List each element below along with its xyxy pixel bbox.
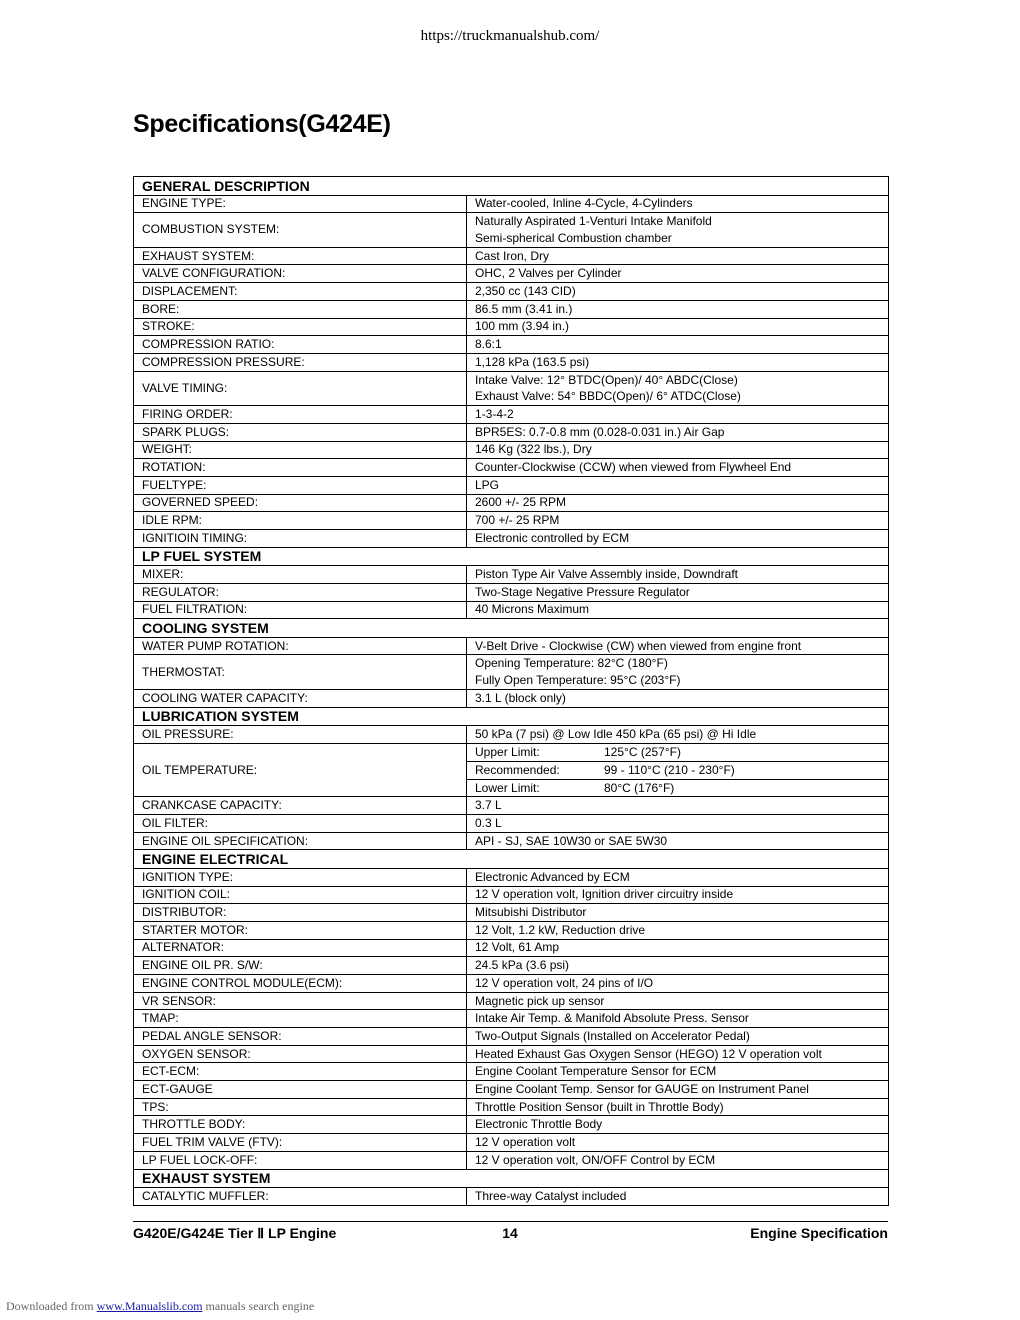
spec-row (134, 797, 889, 815)
spec-row (134, 1116, 889, 1134)
spec-row (134, 512, 889, 530)
spec-value-line (467, 744, 888, 761)
spec-label: OIL FILTER: (134, 814, 467, 832)
spec-row (134, 213, 889, 248)
manualslib-link[interactable]: www.Manualslib.com (96, 1299, 203, 1313)
spec-value: 12 V operation volt, ON/OFF Control by ECM (467, 1151, 889, 1169)
spec-label: EXHAUST SYSTEM: (134, 247, 467, 265)
spec-row (134, 1151, 889, 1169)
download-suffix: manuals search engine (205, 1299, 315, 1313)
spec-label: LP FUEL LOCK-OFF: (134, 1151, 467, 1169)
spec-value: Electronic Throttle Body (467, 1116, 889, 1134)
spec-label: MIXER: (134, 566, 467, 584)
spec-row (134, 832, 889, 850)
spec-sub-value: 99 - 110°C (210 - 230°F) (604, 762, 735, 777)
spec-value: Cast Iron, Dry (467, 247, 889, 265)
spec-value: BPR5ES: 0.7-0.8 mm (0.028-0.031 in.) Air Gap (467, 423, 889, 441)
spec-label: OIL TEMPERATURE: (134, 743, 467, 796)
spec-label: ENGINE CONTROL MODULE(ECM): (134, 974, 467, 992)
spec-row (134, 1081, 889, 1099)
spec-value: API - SJ, SAE 10W30 or SAE 5W30 (467, 832, 889, 850)
spec-label: VR SENSOR: (134, 992, 467, 1010)
spec-value: 146 Kg (322 lbs.), Dry (467, 441, 889, 459)
spec-value: 1,128 kPa (163.5 psi) (467, 353, 889, 371)
spec-value: 12 V operation volt (467, 1134, 889, 1152)
spec-label: ECT-GAUGE (134, 1081, 467, 1099)
spec-row (134, 939, 889, 957)
spec-label: THROTTLE BODY: (134, 1116, 467, 1134)
spec-value: Intake Air Temp. & Manifold Absolute Press. Sensor (467, 1010, 889, 1028)
spec-value: Water-cooled, Inline 4-Cycle, 4-Cylinders (467, 195, 889, 213)
spec-label: FUELTYPE: (134, 476, 467, 494)
spec-value: 12 V operation volt, 24 pins of I/O (467, 974, 889, 992)
spec-label: DISPLACEMENT: (134, 283, 467, 301)
spec-value: 86.5 mm (3.41 in.) (467, 300, 889, 318)
download-prefix: Downloaded from (6, 1299, 94, 1313)
spec-label: VALVE CONFIGURATION: (134, 265, 467, 283)
spec-value: Engine Coolant Temperature Sensor for ECM (467, 1063, 889, 1081)
spec-label: WATER PUMP ROTATION: (134, 637, 467, 655)
section-header-row (134, 177, 889, 196)
spec-label: COMPRESSION RATIO: (134, 336, 467, 354)
spec-value: 1-3-4-2 (467, 406, 889, 424)
spec-value: LPG (467, 476, 889, 494)
footer-divider (133, 1221, 888, 1222)
section-title: COOLING SYSTEM (134, 619, 889, 638)
section-title: EXHAUST SYSTEM (134, 1169, 889, 1188)
header-url: https://truckmanualshub.com/ (420, 28, 600, 44)
spec-row (134, 566, 889, 584)
spec-value-group (467, 743, 889, 796)
spec-label: IGNITIOIN TIMING: (134, 530, 467, 548)
spec-row (134, 992, 889, 1010)
spec-label: WEIGHT: (134, 441, 467, 459)
spec-value: 3.7 L (467, 797, 889, 815)
spec-sub-value: 125°C (257°F) (604, 744, 681, 759)
spec-label: COMBUSTION SYSTEM: (134, 213, 467, 248)
section-header-row (134, 619, 889, 638)
spec-row (134, 1010, 889, 1028)
spec-label: TMAP: (134, 1010, 467, 1028)
spec-row (134, 655, 889, 690)
spec-row (134, 601, 889, 619)
spec-value-line: Opening Temperature: 82°C (180°F) (475, 656, 668, 671)
spec-value-group (467, 213, 889, 248)
spec-label: VALVE TIMING: (134, 371, 467, 406)
spec-row (134, 476, 889, 494)
spec-value: 12 Volt, 1.2 kW, Reduction drive (467, 921, 889, 939)
spec-label: ECT-ECM: (134, 1063, 467, 1081)
spec-row (134, 318, 889, 336)
spec-value: 100 mm (3.94 in.) (467, 318, 889, 336)
page-number: 14 (502, 1225, 518, 1241)
spec-label: OXYGEN SENSOR: (134, 1045, 467, 1063)
spec-row (134, 494, 889, 512)
spec-value: OHC, 2 Valves per Cylinder (467, 265, 889, 283)
spec-row (134, 1134, 889, 1152)
spec-value: 50 kPa (7 psi) @ Low Idle 450 kPa (65 psi) @ Hi Idle (467, 726, 889, 744)
footer-doc-title: G420E/G424E Tier Ⅱ LP Engine (133, 1225, 337, 1241)
spec-sub-label: Upper Limit: (475, 744, 540, 759)
spec-value-line: Intake Valve: 12° BTDC(Open)/ 40° ABDC(Close) (475, 372, 738, 387)
spec-row (134, 459, 889, 477)
spec-row (134, 336, 889, 354)
spec-value: Magnetic pick up sensor (467, 992, 889, 1010)
spec-value: Engine Coolant Temp. Sensor for GAUGE on Instrument Panel (467, 1081, 889, 1099)
spec-row (134, 1045, 889, 1063)
spec-label: BORE: (134, 300, 467, 318)
spec-value: 2,350 cc (143 CID) (467, 283, 889, 301)
section-header-row (134, 707, 889, 726)
spec-value-line (467, 761, 888, 779)
spec-value: 8.6:1 (467, 336, 889, 354)
spec-row (134, 690, 889, 708)
spec-value: 0.3 L (467, 814, 889, 832)
spec-row (134, 743, 889, 796)
spec-table (133, 176, 889, 1206)
spec-row (134, 247, 889, 265)
spec-label: SPARK PLUGS: (134, 423, 467, 441)
spec-row (134, 195, 889, 213)
section-header-row (134, 1169, 889, 1188)
section-header-row (134, 547, 889, 566)
spec-row (134, 406, 889, 424)
spec-label: CATALYTIC MUFFLER: (134, 1188, 467, 1206)
spec-value: Counter-Clockwise (CCW) when viewed from Flywheel End (467, 459, 889, 477)
spec-row (134, 957, 889, 975)
spec-sub-label: Recommended: (475, 762, 560, 777)
section-title: ENGINE ELECTRICAL (134, 850, 889, 869)
spec-value: Mitsubishi Distributor (467, 904, 889, 922)
spec-value: 40 Microns Maximum (467, 601, 889, 619)
spec-label: IGNITION TYPE: (134, 868, 467, 886)
spec-row (134, 441, 889, 459)
spec-row (134, 637, 889, 655)
spec-row (134, 283, 889, 301)
spec-row (134, 353, 889, 371)
spec-label: THERMOSTAT: (134, 655, 467, 690)
page-title: Specifications(G424E) (133, 110, 391, 138)
spec-label: FUEL FILTRATION: (134, 601, 467, 619)
spec-value: Piston Type Air Valve Assembly inside, Downdraft (467, 566, 889, 584)
spec-row (134, 423, 889, 441)
spec-label: IDLE RPM: (134, 512, 467, 530)
spec-value-line: Naturally Aspirated 1-Venturi Intake Manifold (475, 214, 712, 229)
spec-row (134, 726, 889, 744)
spec-row (134, 530, 889, 548)
spec-label: PEDAL ANGLE SENSOR: (134, 1028, 467, 1046)
spec-label: CRANKCASE CAPACITY: (134, 797, 467, 815)
spec-row (134, 300, 889, 318)
spec-value-line: Exhaust Valve: 54° BBDC(Open)/ 6° ATDC(Close) (475, 389, 741, 404)
spec-value: 3.1 L (block only) (467, 690, 889, 708)
spec-value-line: Semi-spherical Combustion chamber (475, 230, 672, 245)
spec-label: TPS: (134, 1098, 467, 1116)
spec-value: Throttle Position Sensor (built in Throttle Body) (467, 1098, 889, 1116)
spec-row (134, 904, 889, 922)
spec-value-group (467, 371, 889, 406)
spec-row (134, 1028, 889, 1046)
spec-label: ALTERNATOR: (134, 939, 467, 957)
spec-row (134, 921, 889, 939)
section-title: LUBRICATION SYSTEM (134, 707, 889, 726)
section-title: LP FUEL SYSTEM (134, 547, 889, 566)
spec-value: Two-Output Signals (Installed on Accelerator Pedal) (467, 1028, 889, 1046)
spec-value: 12 Volt, 61 Amp (467, 939, 889, 957)
spec-label: DISTRIBUTOR: (134, 904, 467, 922)
download-notice (6, 1299, 314, 1314)
spec-row (134, 868, 889, 886)
footer-section-title: Engine Specification (750, 1225, 888, 1241)
spec-value: Two-Stage Negative Pressure Regulator (467, 583, 889, 601)
spec-row (134, 371, 889, 406)
spec-value: 12 V operation volt, Ignition driver circuitry inside (467, 886, 889, 904)
spec-value-line: Fully Open Temperature: 95°C (203°F) (475, 673, 681, 688)
spec-value: 2600 +/- 25 RPM (467, 494, 889, 512)
spec-value: 24.5 kPa (3.6 psi) (467, 957, 889, 975)
spec-value: V-Belt Drive - Clockwise (CW) when viewed from engine front (467, 637, 889, 655)
spec-value: Heated Exhaust Gas Oxygen Sensor (HEGO) 12 V operation volt (467, 1045, 889, 1063)
spec-sub-label: Lower Limit: (475, 780, 540, 795)
spec-row (134, 1098, 889, 1116)
spec-label: STARTER MOTOR: (134, 921, 467, 939)
spec-label: FIRING ORDER: (134, 406, 467, 424)
spec-label: COOLING WATER CAPACITY: (134, 690, 467, 708)
section-header-row (134, 850, 889, 869)
spec-label: COMPRESSION PRESSURE: (134, 353, 467, 371)
spec-label: ENGINE OIL SPECIFICATION: (134, 832, 467, 850)
spec-row (134, 583, 889, 601)
spec-value: Electronic controlled by ECM (467, 530, 889, 548)
spec-row (134, 1188, 889, 1206)
spec-label: GOVERNED SPEED: (134, 494, 467, 512)
spec-sub-value: 80°C (176°F) (604, 780, 675, 795)
spec-row (134, 1063, 889, 1081)
spec-value-group (467, 655, 889, 690)
spec-row (134, 886, 889, 904)
spec-label: OIL PRESSURE: (134, 726, 467, 744)
spec-label: FUEL TRIM VALVE (FTV): (134, 1134, 467, 1152)
spec-value: 700 +/- 25 RPM (467, 512, 889, 530)
spec-label: ENGINE TYPE: (134, 195, 467, 213)
spec-label: STROKE: (134, 318, 467, 336)
spec-row (134, 814, 889, 832)
spec-label: ENGINE OIL PR. S/W: (134, 957, 467, 975)
spec-label: IGNITION COIL: (134, 886, 467, 904)
spec-value-line (467, 779, 888, 797)
spec-row (134, 974, 889, 992)
spec-value: Three-way Catalyst included (467, 1188, 889, 1206)
spec-label: ROTATION: (134, 459, 467, 477)
spec-value: Electronic Advanced by ECM (467, 868, 889, 886)
section-title: GENERAL DESCRIPTION (134, 177, 889, 196)
spec-label: REGULATOR: (134, 583, 467, 601)
spec-row (134, 265, 889, 283)
